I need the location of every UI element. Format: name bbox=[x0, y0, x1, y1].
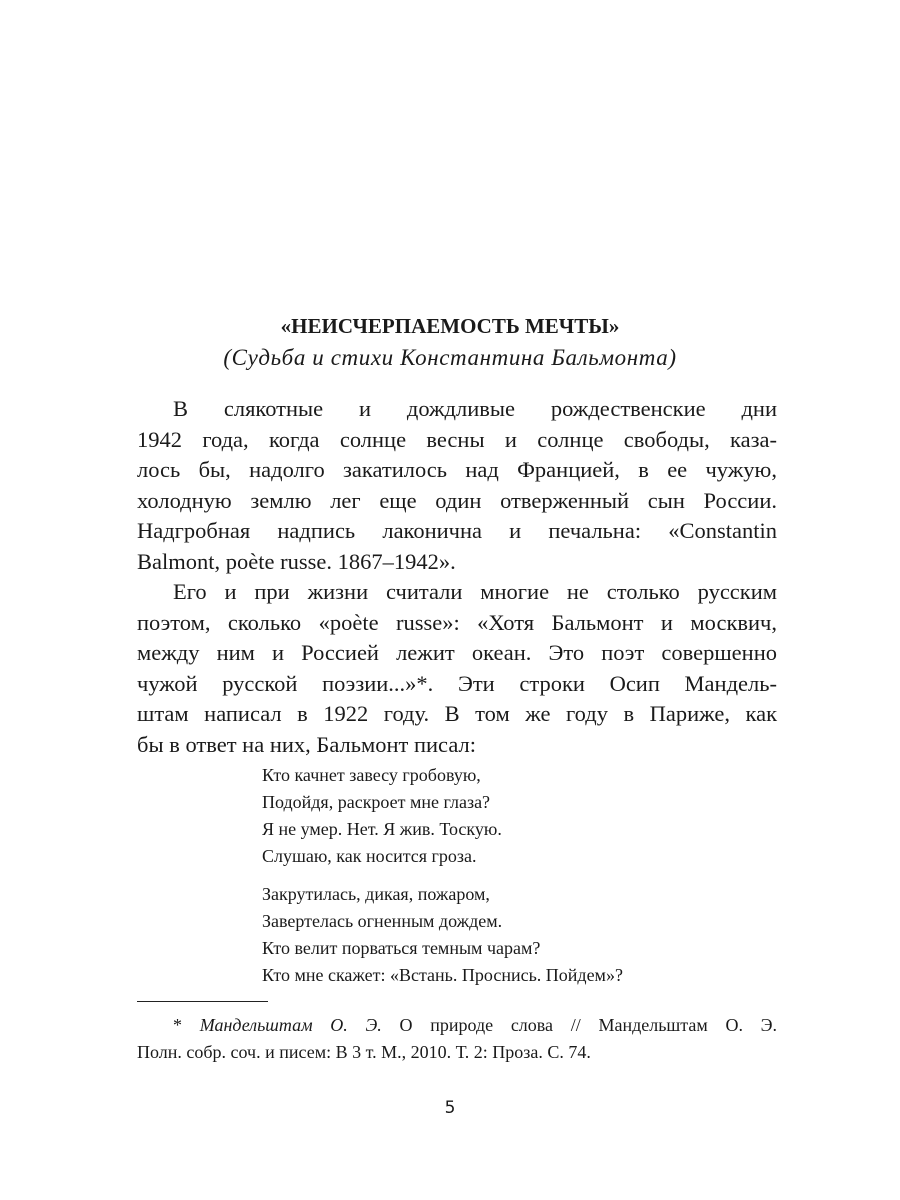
text-line: штам написал в 1922 году. В том же году в Париже, как bbox=[137, 701, 777, 726]
footnote-line: Полн. собр. соч. и писем: В 3 т. М., 2010. Т. 2: Проза. С. 74. bbox=[137, 1042, 591, 1062]
text-line: Надгробная надпись лаконична и печальна: «Constantin bbox=[137, 518, 777, 543]
poem-line: Закрутилась, дикая, пожаром, bbox=[262, 884, 490, 904]
text-line: чужой русской поэзии...»*. Эти строки Осип Мандель- bbox=[137, 670, 777, 696]
text-line: Его и при жизни считали многие не столько русским bbox=[173, 579, 777, 604]
text-line: лось бы, надолго закатилось над Францией, в ее чужую, bbox=[137, 457, 777, 482]
paragraph-2 bbox=[137, 577, 777, 760]
paragraph-1 bbox=[137, 394, 777, 577]
text-line: бы в ответ на них, Бальмонт писал: bbox=[137, 731, 476, 757]
text-line: между ним и Россией лежит океан. Это поэт совершенно bbox=[137, 640, 777, 665]
poem-line: Я не умер. Нет. Я жив. Тоскую. bbox=[262, 819, 502, 839]
footnote-author: Мандельштам О. Э. bbox=[199, 1015, 382, 1035]
text-line: В слякотные и дождливые рождественские дни bbox=[173, 396, 777, 421]
chapter-subtitle: (Судьба и стихи Константина Бальмонта) bbox=[223, 345, 677, 370]
poem-stanza-1 bbox=[262, 762, 502, 870]
footnote-title: О природе слова // Мандельштам О. Э. bbox=[399, 1015, 778, 1035]
poem-line: Подойдя, раскроет мне глаза? bbox=[262, 792, 491, 812]
page-number: 5 bbox=[444, 1098, 456, 1118]
poem-stanza-2 bbox=[262, 881, 623, 989]
text-line: 1942 года, когда солнце весны и солнце свободы, каза- bbox=[137, 426, 777, 452]
text-line: холодную землю лег еще один отверженный сын России. bbox=[137, 487, 777, 513]
poem-line: Кто велит порваться темным чарам? bbox=[262, 938, 541, 958]
poem-line: Завертелась огненным дождем. bbox=[262, 911, 503, 931]
footnote-divider bbox=[137, 1001, 268, 1002]
body-text bbox=[137, 394, 777, 760]
poem-line: Слушаю, как носится гроза. bbox=[262, 846, 477, 866]
text-line: поэтом, сколько «poète russe»: «Хотя Бальмонт и москвич, bbox=[137, 609, 777, 635]
poem-line: Кто качнет завесу гробовую, bbox=[262, 765, 481, 785]
text-line: Balmont, poète russe. 1867–1942». bbox=[137, 548, 456, 574]
footnote bbox=[137, 1012, 777, 1066]
chapter-title: «НЕИСЧЕРПАЕМОСТЬ МЕЧТЫ» bbox=[280, 314, 620, 338]
footnote-marker: * bbox=[173, 1015, 182, 1035]
poem-line: Кто мне скажет: «Встань. Проснись. Пойдем»? bbox=[262, 965, 623, 985]
footnote-line bbox=[137, 1012, 777, 1039]
